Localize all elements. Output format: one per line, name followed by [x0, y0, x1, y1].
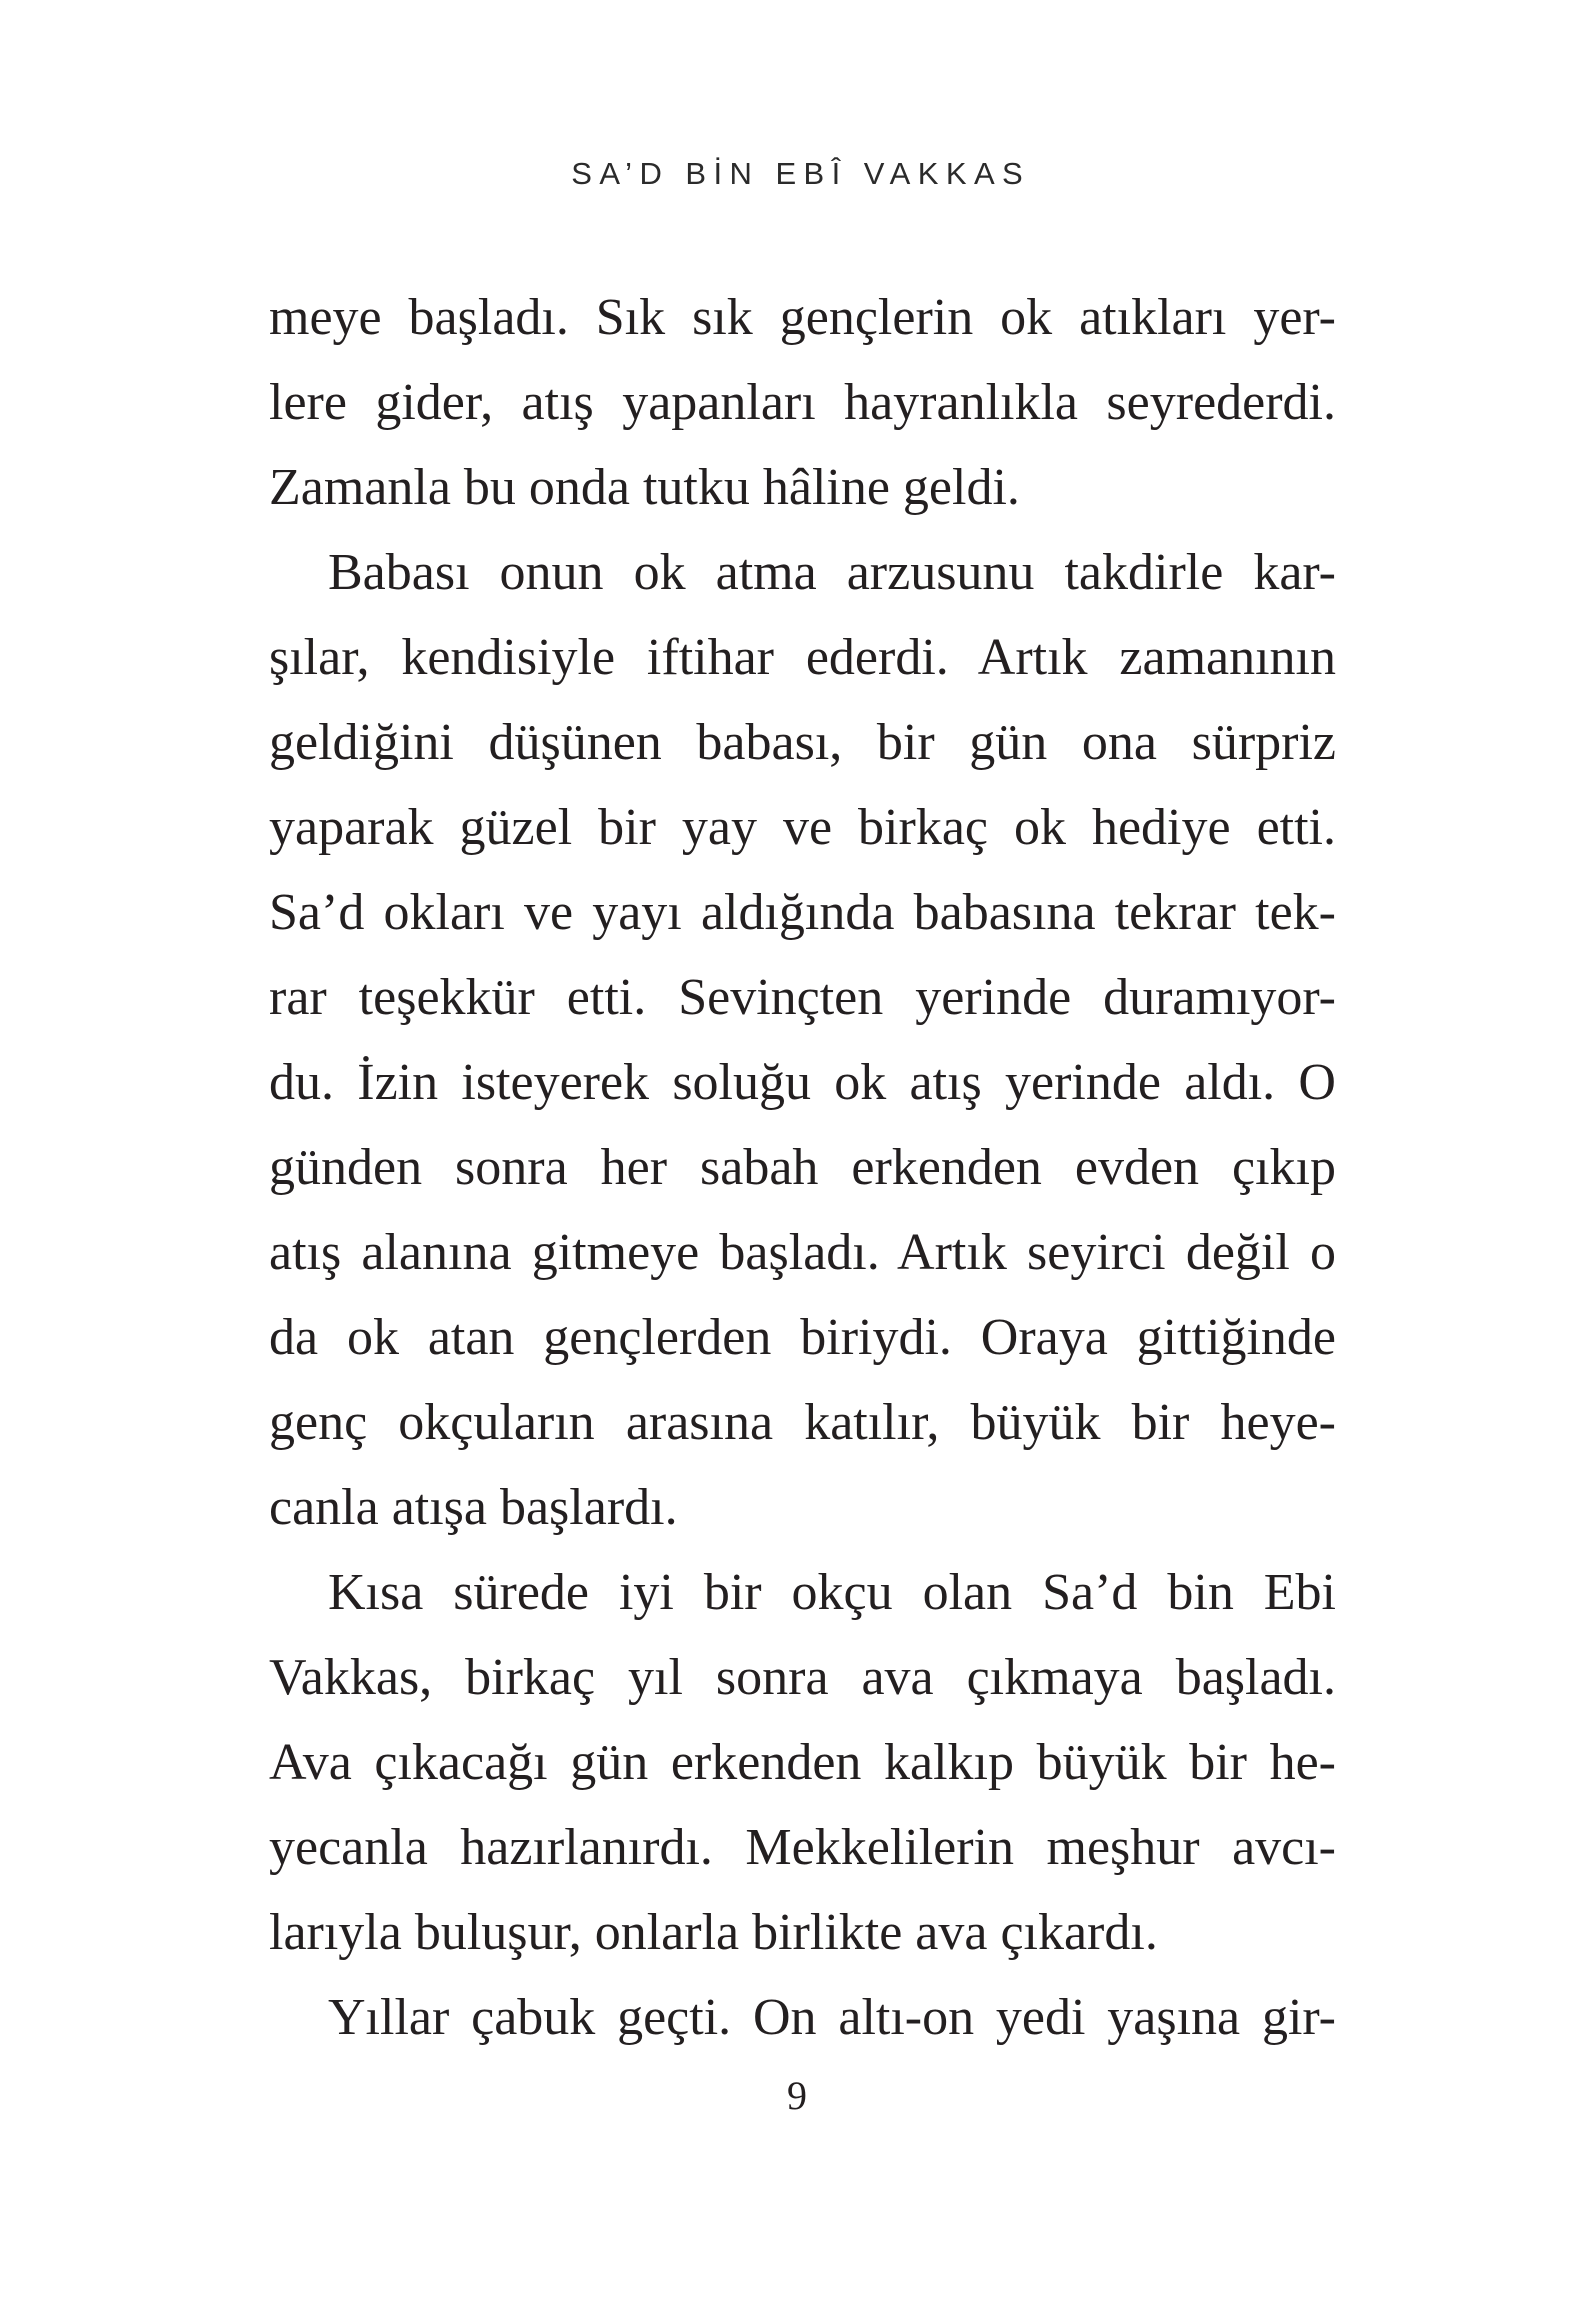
- text-line: da ok atan gençlerden biriydi. Oraya gittiğinde: [269, 1309, 1336, 1366]
- text-line: atış alanına gitmeye başladı. Artık seyirci değil o: [269, 1224, 1336, 1281]
- text-line: şılar, kendisiyle iftihar ederdi. Artık zamanının: [269, 629, 1336, 686]
- text-line: lere gider, atış yapanları hayranlıkla seyrederdi.: [269, 374, 1336, 431]
- paragraph: [269, 1975, 1336, 2060]
- paragraph: [269, 1550, 1336, 1975]
- running-header: SA’D BİN EBÎ VAKKAS: [571, 156, 1031, 191]
- text-line: Vakkas, birkaç yıl sonra ava çıkmaya başladı.: [269, 1649, 1336, 1706]
- text-line: rar teşekkür etti. Sevinçten yerinde duramıyor-: [269, 969, 1336, 1026]
- text-line: Kısa sürede iyi bir okçu olan Sa’d bin Ebi: [328, 1564, 1336, 1621]
- text-line: Ava çıkacağı gün erkenden kalkıp büyük bir he-: [269, 1734, 1336, 1791]
- text-line: Babası onun ok atma arzusunu takdirle kar-: [328, 544, 1336, 601]
- page-number: 9: [787, 2073, 807, 2118]
- text-line: meye başladı. Sık sık gençlerin ok atıkları yer-: [269, 289, 1336, 346]
- paragraph: [269, 530, 1336, 1550]
- paragraph: [269, 275, 1336, 530]
- text-line: larıyla buluşur, onlarla birlikte ava çıkardı.: [269, 1904, 1158, 1961]
- text-line: du. İzin isteyerek soluğu ok atış yerinde aldı. O: [269, 1054, 1336, 1111]
- text-line: Zamanla bu onda tutku hâline geldi.: [269, 459, 1020, 516]
- text-line: Sa’d okları ve yayı aldığında babasına tekrar tek-: [269, 884, 1336, 941]
- body-text: [269, 275, 1336, 2060]
- text-line: günden sonra her sabah erkenden evden çıkıp: [269, 1139, 1336, 1196]
- text-line: yecanla hazırlanırdı. Mekkelilerin meşhur avcı-: [269, 1819, 1336, 1876]
- text-line: canla atışa başlardı.: [269, 1479, 678, 1536]
- text-line: geldiğini düşünen babası, bir gün ona sürpriz: [269, 714, 1336, 771]
- text-line: genç okçuların arasına katılır, büyük bir heye-: [269, 1394, 1336, 1451]
- text-line: Yıllar çabuk geçti. On altı-on yedi yaşına gir-: [328, 1989, 1336, 2046]
- text-line: yaparak güzel bir yay ve birkaç ok hediye etti.: [269, 799, 1336, 856]
